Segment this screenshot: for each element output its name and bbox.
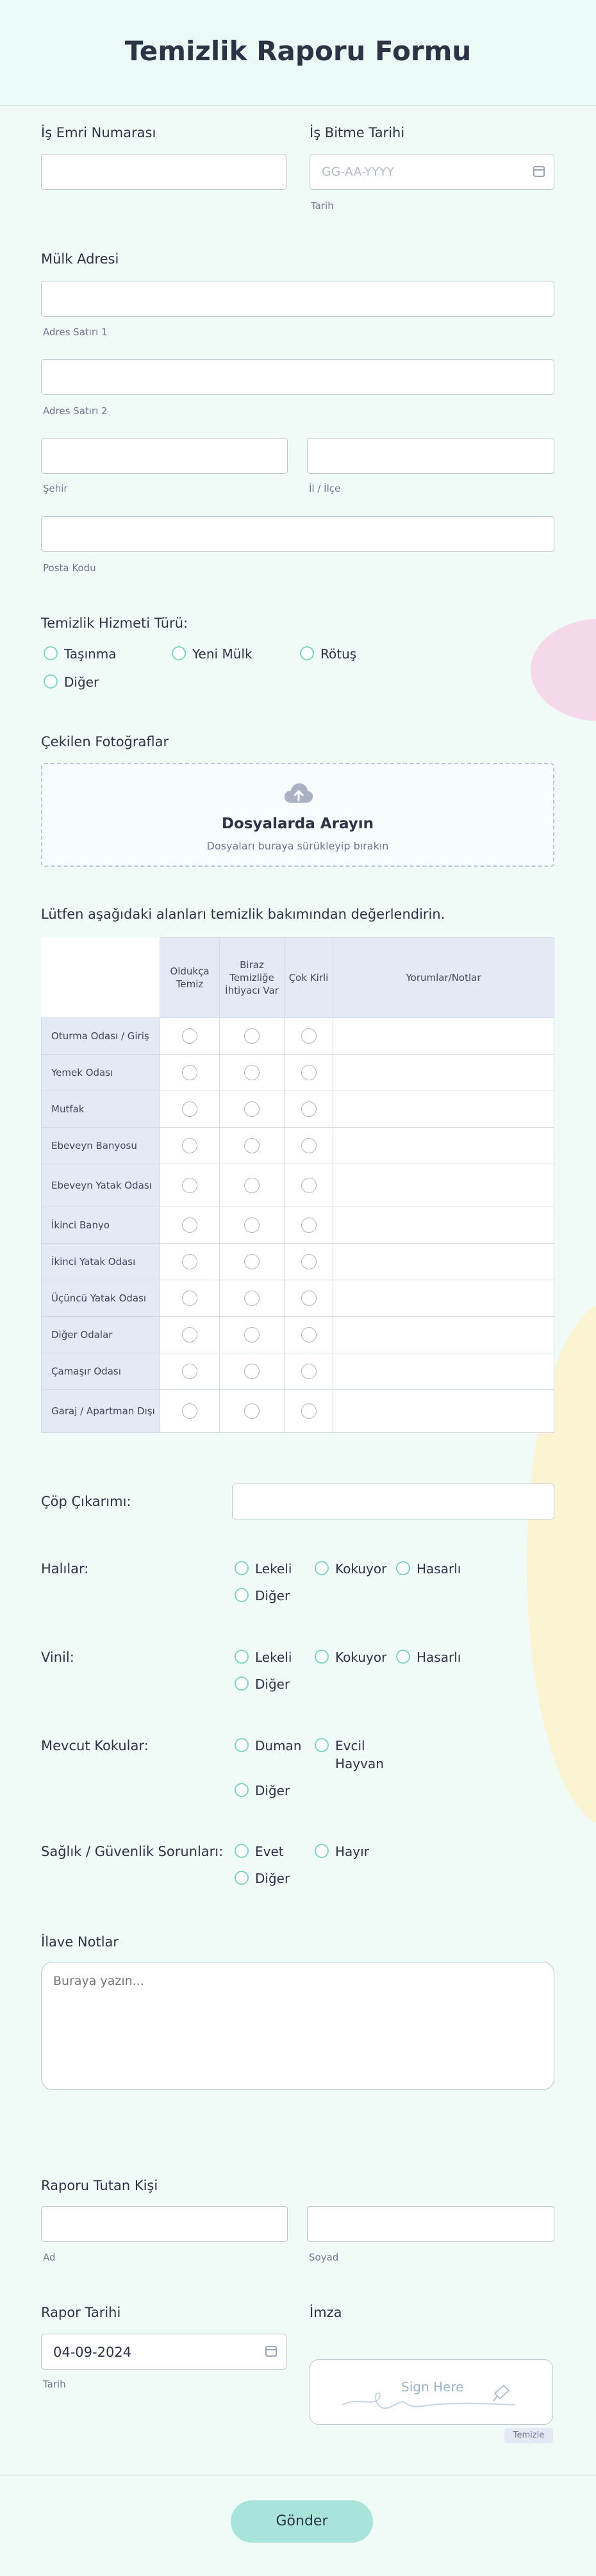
- odors-option-evcil: Evcil: [335, 1738, 365, 1753]
- cloud-upload-icon: [283, 781, 314, 804]
- matrix-notes-cell[interactable]: [333, 1091, 554, 1128]
- table-row: [42, 1055, 554, 1091]
- table-row: [42, 1244, 554, 1280]
- matrix-radio[interactable]: [301, 1327, 317, 1342]
- submit-button[interactable]: Gönder: [231, 2500, 373, 2543]
- service-option-tasinma: Taşınma: [64, 646, 117, 662]
- matrix-radio[interactable]: [301, 1101, 317, 1117]
- vinyl-option-lekeli: Lekeli: [255, 1650, 292, 1665]
- table-row: [42, 1091, 554, 1128]
- table-row: [42, 1164, 554, 1207]
- notes-textarea[interactable]: [41, 1962, 554, 2090]
- end-date-input[interactable]: [310, 154, 554, 190]
- matrix-col-header: Oldukça Temiz: [160, 938, 220, 1018]
- calendar-icon[interactable]: [265, 2346, 277, 2357]
- vinyl-option-diger: Diğer: [255, 1677, 290, 1692]
- vinyl-option-hasarli: Hasarlı: [417, 1650, 461, 1665]
- matrix-radio[interactable]: [244, 1364, 260, 1379]
- vinyl-radio-diger[interactable]: [235, 1677, 249, 1691]
- report-date-value: 04-09-2024: [53, 2345, 132, 2360]
- matrix-notes-cell[interactable]: [333, 1390, 554, 1433]
- safety-radio-evet[interactable]: [235, 1844, 249, 1858]
- trash-label: Çöp Çıkarımı:: [41, 1494, 131, 1509]
- address-line2-input[interactable]: [41, 359, 554, 395]
- table-row: [42, 1128, 554, 1164]
- table-row: [42, 1018, 554, 1055]
- matrix-radio[interactable]: [244, 1138, 260, 1153]
- work-order-label: İş Emri Numarası: [41, 125, 156, 140]
- matrix-radio[interactable]: [301, 1364, 317, 1379]
- report-date-input[interactable]: [41, 2334, 286, 2370]
- work-order-input[interactable]: [41, 154, 286, 190]
- carpets-option-kokuyor: Kokuyor: [335, 1561, 387, 1577]
- matrix-row-label: Ebeveyn Banyosu: [42, 1128, 160, 1164]
- clear-signature-button[interactable]: Temizle: [504, 2428, 553, 2443]
- carpets-radio-lekeli[interactable]: [235, 1561, 249, 1575]
- matrix-col-header: Çok Kirli: [285, 938, 333, 1018]
- service-radio-yeni-mulk[interactable]: [172, 646, 186, 660]
- calendar-icon[interactable]: [533, 166, 545, 177]
- matrix-radio[interactable]: [301, 1403, 317, 1419]
- matrix-radio[interactable]: [244, 1291, 260, 1306]
- matrix-radio[interactable]: [301, 1178, 317, 1193]
- matrix-row-label: Çamaşır Odası: [42, 1353, 160, 1390]
- matrix-notes-cell[interactable]: [333, 1207, 554, 1244]
- vinyl-radio-kokuyor[interactable]: [315, 1650, 329, 1664]
- matrix-radio[interactable]: [244, 1403, 260, 1419]
- form-title: Temizlik Raporu Formu: [124, 35, 472, 67]
- first-name-sublabel: Ad: [43, 2252, 56, 2263]
- table-row: [42, 1390, 554, 1433]
- matrix-radio[interactable]: [244, 1178, 260, 1193]
- odors-label: Mevcut Kokular:: [41, 1738, 149, 1753]
- service-option-diger: Diğer: [64, 674, 99, 690]
- matrix-row-label: Garaj / Apartman Dışı: [42, 1390, 160, 1433]
- matrix-radio[interactable]: [182, 1178, 197, 1193]
- carpets-label: Halılar:: [41, 1561, 89, 1577]
- matrix-notes-cell[interactable]: [333, 1244, 554, 1280]
- city-sublabel: Şehir: [43, 483, 68, 494]
- reporter-label: Raporu Tutan Kişi: [41, 2178, 158, 2193]
- service-radio-rotus[interactable]: [300, 646, 314, 660]
- address-line2-sublabel: Adres Satırı 2: [43, 405, 108, 417]
- matrix-radio[interactable]: [244, 1028, 260, 1044]
- matrix-radio[interactable]: [301, 1138, 317, 1153]
- matrix-radio[interactable]: [301, 1291, 317, 1306]
- matrix-radio[interactable]: [182, 1403, 197, 1419]
- matrix-row-label: İkinci Banyo: [42, 1207, 160, 1244]
- matrix-radio[interactable]: [182, 1364, 197, 1379]
- matrix-notes-cell[interactable]: [333, 1055, 554, 1091]
- carpets-option-hasarli: Hasarlı: [417, 1561, 461, 1577]
- matrix-radio[interactable]: [244, 1065, 260, 1080]
- odors-option-hayvan: Hayvan: [335, 1756, 384, 1771]
- safety-radio-diger[interactable]: [235, 1871, 249, 1885]
- matrix-row-label: Oturma Odası / Giriş: [42, 1018, 160, 1055]
- matrix-radio[interactable]: [182, 1291, 197, 1306]
- service-option-yeni-mulk: Yeni Mülk: [192, 646, 252, 662]
- matrix-col-header: Yorumlar/Notlar: [333, 938, 554, 1018]
- report-date-label: Rapor Tarihi: [41, 2305, 121, 2320]
- last-name-sublabel: Soyad: [309, 2252, 339, 2263]
- matrix-radio[interactable]: [301, 1254, 317, 1269]
- matrix-row-label: Diğer Odalar: [42, 1317, 160, 1353]
- safety-option-hayir: Hayır: [335, 1844, 369, 1859]
- safety-option-evet: Evet: [255, 1844, 284, 1859]
- carpets-radio-diger[interactable]: [235, 1588, 249, 1602]
- service-radio-tasinma[interactable]: [44, 646, 58, 660]
- odors-option-diger: Diğer: [255, 1783, 290, 1798]
- notes-label: İlave Notlar: [41, 1934, 119, 1950]
- vinyl-radio-hasarli[interactable]: [396, 1650, 410, 1664]
- first-name-input[interactable]: [41, 2206, 288, 2242]
- odors-radio-evcil-hayvan[interactable]: [315, 1738, 329, 1752]
- matrix-radio[interactable]: [182, 1101, 197, 1117]
- matrix-radio[interactable]: [182, 1254, 197, 1269]
- safety-label: Sağlık / Güvenlik Sorunları:: [41, 1844, 224, 1859]
- address-line1-input[interactable]: [41, 281, 554, 317]
- matrix-notes-cell[interactable]: [333, 1280, 554, 1317]
- matrix-radio[interactable]: [244, 1217, 260, 1233]
- matrix-notes-cell[interactable]: [333, 1164, 554, 1207]
- matrix-radio[interactable]: [182, 1028, 197, 1044]
- carpets-option-lekeli: Lekeli: [255, 1561, 292, 1577]
- file-upload-dropzone[interactable]: [41, 763, 554, 867]
- table-row: [42, 1280, 554, 1317]
- odors-radio-diger[interactable]: [235, 1783, 249, 1797]
- matrix-row-label: Üçüncü Yatak Odası: [42, 1280, 160, 1317]
- end-date-sublabel: Tarih: [311, 200, 334, 212]
- safety-option-diger: Diğer: [255, 1871, 290, 1886]
- matrix-radio[interactable]: [182, 1217, 197, 1233]
- matrix-col-header: Biraz Temizliğe İhtiyacı Var: [220, 938, 285, 1018]
- rating-label: Lütfen aşağıdaki alanları temizlik bakımından değerlendirin.: [41, 907, 445, 922]
- end-date-label: İş Bitme Tarihi: [310, 125, 405, 140]
- upload-subtitle: Dosyaları buraya sürükleyip bırakın: [206, 840, 389, 852]
- matrix-radio[interactable]: [301, 1028, 317, 1044]
- vinyl-option-kokuyor: Kokuyor: [335, 1650, 387, 1665]
- service-label: Temizlik Hizmeti Türü:: [41, 615, 188, 631]
- carpets-option-diger: Diğer: [255, 1588, 290, 1603]
- signature-hint: Sign Here: [401, 2379, 464, 2395]
- odors-radio-duman[interactable]: [235, 1738, 249, 1752]
- matrix-row-label: Mutfak: [42, 1091, 160, 1128]
- matrix-radio[interactable]: [301, 1217, 317, 1233]
- carpets-radio-hasarli[interactable]: [396, 1561, 410, 1575]
- last-name-input[interactable]: [307, 2206, 554, 2242]
- report-date-sublabel: Tarih: [43, 2379, 66, 2390]
- footer-divider: [0, 2475, 596, 2476]
- rating-matrix: [41, 937, 554, 1433]
- matrix-notes-cell[interactable]: [333, 1317, 554, 1353]
- table-row: [42, 1207, 554, 1244]
- postal-input[interactable]: [41, 516, 554, 552]
- province-input[interactable]: [307, 438, 554, 474]
- province-sublabel: İl / İlçe: [309, 483, 341, 494]
- service-option-rotus: Rötuş: [320, 646, 357, 662]
- safety-radio-hayir[interactable]: [315, 1844, 329, 1858]
- upload-title: Dosyalarda Arayın: [221, 815, 374, 832]
- matrix-radio[interactable]: [244, 1327, 260, 1342]
- end-date-placeholder: GG-AA-YYYY: [322, 165, 395, 179]
- table-row: [42, 1353, 554, 1390]
- address-line1-sublabel: Adres Satırı 1: [43, 326, 108, 338]
- matrix-notes-cell[interactable]: [333, 1128, 554, 1164]
- matrix-radio[interactable]: [244, 1254, 260, 1269]
- matrix-notes-cell[interactable]: [333, 1353, 554, 1390]
- matrix-row-label: Ebeveyn Yatak Odası: [42, 1164, 160, 1207]
- signature-label: İmza: [310, 2305, 342, 2320]
- vinyl-label: Vinil:: [41, 1650, 74, 1665]
- photos-label: Çekilen Fotoğraflar: [41, 734, 169, 749]
- matrix-notes-cell[interactable]: [333, 1018, 554, 1055]
- carpets-radio-kokuyor[interactable]: [315, 1561, 329, 1575]
- service-radio-diger[interactable]: [44, 674, 58, 689]
- postal-sublabel: Posta Kodu: [43, 562, 96, 574]
- matrix-radio[interactable]: [182, 1138, 197, 1153]
- matrix-radio[interactable]: [244, 1101, 260, 1117]
- trash-input[interactable]: [232, 1484, 554, 1519]
- signature-pad[interactable]: [310, 2359, 553, 2425]
- matrix-corner: [42, 938, 160, 1018]
- matrix-radio[interactable]: [301, 1065, 317, 1080]
- matrix-radio[interactable]: [182, 1327, 197, 1342]
- vinyl-radio-lekeli[interactable]: [235, 1650, 249, 1664]
- matrix-row-label: İkinci Yatak Odası: [42, 1244, 160, 1280]
- table-row: [42, 1317, 554, 1353]
- odors-option-duman: Duman: [255, 1738, 302, 1753]
- city-input[interactable]: [41, 438, 288, 474]
- matrix-row-label: Yemek Odası: [42, 1055, 160, 1091]
- matrix-radio[interactable]: [182, 1065, 197, 1080]
- address-label: Mülk Adresi: [41, 251, 119, 267]
